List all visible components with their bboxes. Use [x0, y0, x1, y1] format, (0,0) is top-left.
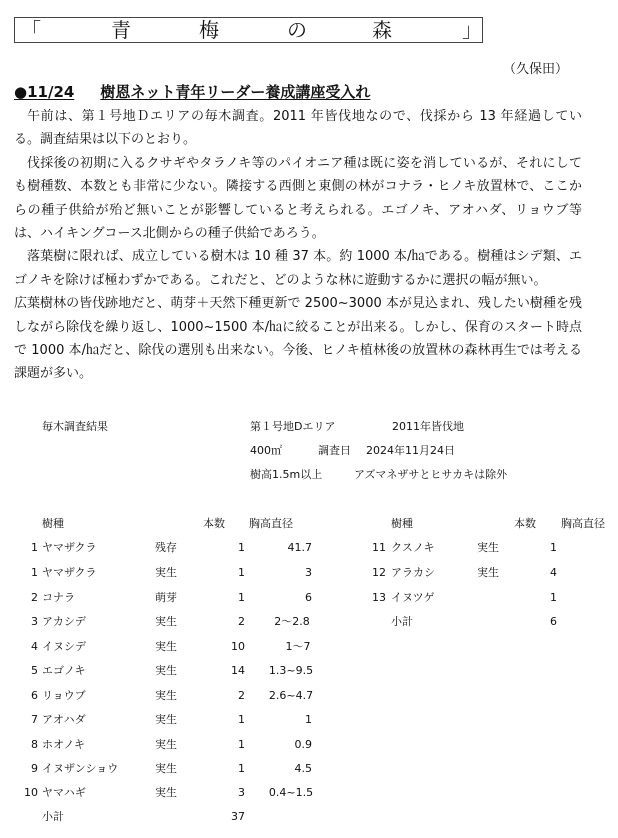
heading-date: ●11/24	[14, 83, 75, 101]
row-species: ホオノキ	[42, 738, 85, 751]
survey-height-note: 樹高1.5m以上	[250, 468, 323, 481]
row-dbh: 2～2.8	[274, 615, 310, 628]
row-number: 2	[31, 591, 38, 604]
row-dbh: 1.3~9.5	[268, 664, 314, 677]
title-open-bracket: 「	[21, 18, 41, 42]
row-number: 13	[372, 591, 386, 604]
row-dbh: 41.7	[287, 541, 312, 554]
row-species: ヤマザクラ	[42, 541, 97, 554]
row-dbh: 3	[305, 566, 312, 579]
subtotal-count: 6	[550, 615, 557, 628]
row-origin: 実生	[477, 566, 499, 579]
row-species: アオハダ	[42, 713, 86, 726]
row-count: 1	[238, 738, 245, 751]
paragraph-1: 午前は、第１号地Ｄエリアの毎木調査。2011 年皆伐地なので、伐採から 13 年経過している。調査結果は以下のとおり。	[14, 109, 582, 148]
title-box	[14, 17, 483, 43]
row-species: クスノキ	[391, 541, 435, 554]
row-species: エゴノキ	[42, 664, 86, 677]
row-origin: 萌芽	[155, 591, 177, 604]
row-number: 3	[31, 615, 38, 628]
row-dbh: 6	[305, 591, 312, 604]
row-count: 1	[550, 591, 557, 604]
row-origin: 実生	[155, 738, 177, 751]
title-char-mori: 森	[372, 18, 392, 42]
row-number: 6	[31, 689, 38, 702]
paragraph-3: 落葉樹に限れば、成立している樹木は 10 種 37 本。約 1000 本/㏊である。樹種はシデ類、エゴノキを除けば極わずかである。これだと、どのような林に遊動するかに選択の幅が無い。	[14, 249, 582, 288]
row-number: 4	[31, 640, 38, 653]
survey-date-label: 調査日	[318, 444, 351, 457]
author: （久保田）	[502, 62, 568, 77]
row-dbh: 1	[305, 713, 312, 726]
left-header-dbh: 胸高直径	[249, 517, 293, 530]
row-count: 10	[231, 640, 245, 653]
row-origin: 実生	[155, 615, 177, 628]
subtotal-label: 小計	[42, 810, 64, 823]
row-origin: 実生	[155, 762, 177, 775]
row-species: アカシデ	[42, 615, 86, 628]
title-char-ao: 青	[111, 18, 131, 42]
row-number: 12	[372, 566, 386, 579]
row-count: 1	[238, 591, 245, 604]
section-heading	[14, 81, 370, 102]
row-species: ヤマザクラ	[42, 566, 97, 579]
row-dbh: 1～7	[285, 640, 311, 653]
row-species: イヌツゲ	[391, 591, 435, 604]
row-count: 14	[231, 664, 245, 677]
row-origin: 実生	[155, 786, 177, 799]
row-species: イヌシデ	[42, 640, 86, 653]
title-char-no: の	[287, 18, 307, 42]
row-count: 1	[238, 541, 245, 554]
row-number: 1	[31, 541, 38, 554]
row-count: 1	[238, 762, 245, 775]
row-number: 7	[31, 713, 38, 726]
row-origin: 実生	[155, 566, 177, 579]
row-number: 9	[31, 762, 38, 775]
row-count: 1	[550, 541, 557, 554]
right-header-dbh: 胸高直径	[561, 517, 605, 530]
row-origin: 実生	[155, 689, 177, 702]
row-origin: 実生	[155, 664, 177, 677]
row-number: 8	[31, 738, 38, 751]
heading-text: 樹恩ネット青年リーダー養成講座受入れ	[100, 83, 371, 101]
row-dbh: 4.5	[294, 762, 312, 775]
survey-exclude-note: アズマネザサとヒサカキは除外	[354, 468, 508, 481]
row-count: 4	[550, 566, 557, 579]
survey-area: 第１号地Dエリア	[250, 420, 336, 433]
paragraph-4: 広葉樹林の皆伐跡地だと、萌芽＋天然下種更新で 2500~3000 本が見込まれ、残したい樹種を残しながら除伐を繰り返し、1000~1500 本/㏊に絞ることが出来る。しかし、保育のスタート時点で 1000 本/㏊だと、除伐の選別も出来ない。今後、ヒノキ植林後の放置林の森林再生では考える課題が多い。	[14, 296, 582, 382]
paragraph-2: 伐採後の初期に入るクサギやタラノキ等のパイオニア種は既に姿を消しているが、それにしても樹種数、本数とも非常に少ない。隣接する西側と東側の林がコナラ・ヒノキ放置林で、ここからの種子供給が殆ど無いことが影響していると考えられる。エゴノキ、アオハダ、リョウブ等は、ハイキングコース北側からの種子供給であろう。	[14, 155, 582, 242]
row-species: イヌザンショウ	[42, 762, 119, 775]
subtotal-count: 37	[231, 810, 245, 823]
row-count: 1	[238, 713, 245, 726]
row-number: 1	[31, 566, 38, 579]
right-header-count: 本数	[514, 517, 536, 530]
row-origin: 実生	[477, 541, 499, 554]
row-origin: 実生	[155, 713, 177, 726]
row-number: 11	[372, 541, 386, 554]
subtotal-label: 小計	[391, 615, 413, 628]
row-number: 5	[31, 664, 38, 677]
row-species: コナラ	[42, 591, 75, 604]
title-char-ume: 梅	[199, 18, 219, 42]
row-species: ヤマハギ	[42, 786, 86, 799]
body-text	[14, 105, 582, 386]
row-dbh: 2.6~4.7	[268, 689, 314, 702]
row-species: リョウブ	[42, 689, 86, 702]
row-origin: 残存	[155, 541, 177, 554]
left-header-count: 本数	[203, 517, 225, 530]
title-close-bracket: 」	[462, 18, 482, 42]
row-count: 3	[238, 786, 245, 799]
row-dbh: 0.4~1.5	[268, 786, 314, 799]
survey-cut-year: 2011年皆伐地	[392, 420, 464, 433]
row-origin: 実生	[155, 640, 177, 653]
survey-size: 400㎡	[250, 444, 282, 457]
survey-title: 毎木調査結果	[42, 420, 108, 433]
row-species: アラカシ	[391, 566, 435, 579]
row-count: 1	[238, 566, 245, 579]
right-header-species: 樹種	[391, 517, 413, 530]
row-count: 2	[238, 689, 245, 702]
left-header-species: 樹種	[42, 517, 64, 530]
survey-date: 2024年11月24日	[366, 444, 455, 457]
row-count: 2	[238, 615, 245, 628]
row-dbh: 0.9	[294, 738, 312, 751]
row-number: 10	[24, 786, 38, 799]
